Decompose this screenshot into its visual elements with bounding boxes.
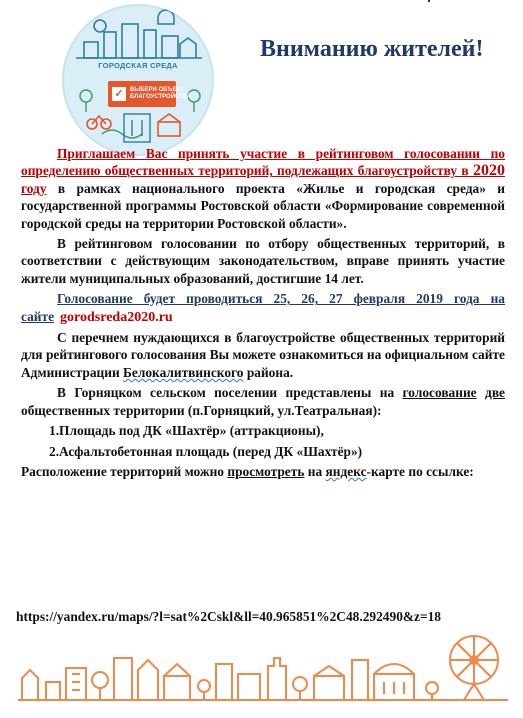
list-item: 2.Асфальтобетонная площадь (перед ДК «Шахтёр») — [49, 443, 363, 459]
territories-end: общественных территории (п.Горняцкий, ул.Театральная): — [21, 402, 382, 418]
district-name: Белокалитвинского — [123, 364, 244, 380]
map-info-mid: на — [304, 463, 326, 479]
invitation-highlight: Приглашаем Вас принять участие в рейтинговом голосовании по определению общественных территорий, подлежащих благоустройству в — [21, 146, 505, 179]
logo-badge — [108, 81, 192, 107]
page-heading: Вниманию жителей! — [260, 36, 484, 62]
map-info-text: Расположение территорий можно — [21, 463, 228, 479]
gorodskaya-sreda-logo — [62, 4, 214, 156]
checkmark-icon: ✓ — [112, 87, 126, 101]
word-dve: две — [485, 385, 505, 401]
paragraph-voting-dates — [21, 290, 505, 326]
city-footer-illustration — [18, 630, 508, 714]
word-yandex: яндекс — [325, 463, 367, 479]
voting-dates: Голосование будет проводиться 25, 26, 27 февраля 2019 года на сайте — [21, 291, 505, 324]
word-golosovanie: голосование — [402, 385, 477, 401]
invitation-highlight-end: году — [21, 180, 47, 196]
announcement-body — [21, 145, 505, 483]
year-highlight: 2020 — [473, 162, 505, 180]
map-info-end: -карте по ссылке: — [366, 463, 474, 479]
badge-line2: БЛАГОУСТРОЙСТВА — [130, 94, 192, 100]
paragraph-territories — [21, 384, 505, 419]
voting-site-link[interactable]: gorodsreda2020.ru — [60, 309, 173, 325]
corner-dot — [428, 0, 430, 2]
yandex-map-link[interactable]: https://yandex.ru/maps/?l=sat%2Cskl&ll=40.965851%2C48.292490&z=18 — [16, 609, 442, 624]
invitation-rest: в рамках национального проекта «Жилье и городская среда» и государственной программы Ростовской области «Формирование современной городской среды на территории Ростовской области». — [21, 180, 505, 231]
list-info-text: С перечнем нуждающихся в благоустройстве общественных территорий для рейтингового голосования Вы можете ознакомиться на официальном сайте Администрации — [21, 330, 505, 380]
paragraph-invitation — [21, 145, 505, 232]
space — [477, 385, 485, 400]
city-skyline-icon — [62, 4, 214, 156]
paragraph-eligibility: В рейтинговом голосовании по отбору общественных территорий, в соответствии с действующим законодательством, вправе принять участие жители муниципальных образований, достигшие 14 лет. — [21, 236, 505, 286]
word-prosmotret: просмотреть — [227, 463, 305, 479]
paragraph-map-info — [21, 463, 505, 480]
paragraph-list-info — [21, 329, 505, 381]
territories-text: В Горняцком сельском поселении представлены на — [57, 385, 403, 401]
logo-tagline: ГОРОДСКАЯ СРЕДА — [98, 61, 178, 70]
list-item: 1.Площадь под ДК «Шахтёр» (аттракционы), — [49, 423, 324, 439]
badge-line1: ВЫБЕРИ ОБЪЕКТ — [130, 87, 184, 93]
list-info-end: района. — [243, 364, 294, 380]
